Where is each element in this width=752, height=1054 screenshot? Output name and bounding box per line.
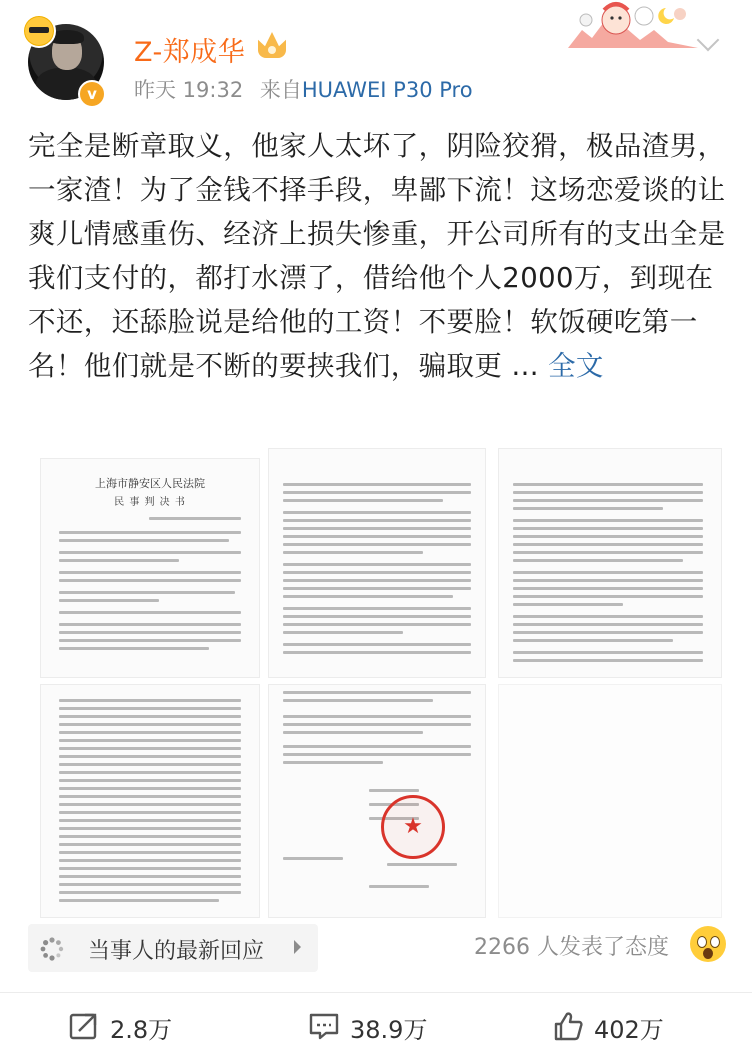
attitude-count[interactable]: 2266 人发表了态度 [474, 935, 669, 960]
like-count: 402万 [594, 1016, 664, 1044]
post-header [0, 0, 752, 118]
chevron-down-icon[interactable] [697, 29, 720, 52]
document-image-6[interactable] [498, 684, 722, 918]
username[interactable]: Z-郑成华 [134, 37, 246, 68]
court-seal-icon: ★ [381, 795, 445, 859]
document-image-5[interactable] [268, 684, 486, 918]
post-images [28, 446, 724, 918]
device-link[interactable]: HUAWEI P30 Pro [301, 78, 473, 102]
document-image-1[interactable] [40, 458, 260, 678]
comment-button[interactable] [308, 1004, 458, 1048]
comment-icon [308, 1010, 340, 1042]
sunglasses-sun-badge-icon [22, 14, 56, 48]
post-text [28, 124, 728, 388]
source-prefix: 来自 [259, 78, 302, 102]
post-body: 完全是断章取义，他家人太坏了，阴险狡猾，极品渣男，一家渣！为了金钱不择手段，卑鄙下流！这场恋爱谈的让爽儿情感重伤、经济上损失惨重，开公司所有的支出全是我们支付的，都打水漂了，借给他个人2000万，到现在不还，还舔脸说是给他的工资！不要脸！软饭硬吃第一名！他们就是不断的要挟我们，骗取更 ... [28, 130, 726, 382]
comment-count: 38.9万 [350, 1016, 428, 1044]
post-time: 昨天 19:32 [134, 78, 244, 102]
court-name: 上海市静安区人民法院 [95, 477, 205, 490]
latest-response-label: 当事人的最新回应 [88, 939, 265, 964]
document-image-4[interactable] [40, 684, 260, 918]
document-image-2[interactable] [268, 448, 486, 678]
repost-count: 2.8万 [110, 1016, 173, 1044]
loading-dots-icon [40, 937, 64, 961]
thumbs-up-icon [552, 1010, 584, 1042]
divider [0, 992, 752, 993]
surprised-emoji-icon[interactable] [690, 926, 726, 962]
repost-button[interactable] [68, 1004, 208, 1048]
latest-response-bar[interactable] [28, 924, 318, 972]
document-type: 民 事 判 决 书 [114, 497, 186, 508]
like-button[interactable] [552, 1004, 692, 1048]
chevron-right-icon [294, 940, 301, 954]
document-image-3[interactable] [498, 448, 722, 678]
repost-icon [68, 1010, 100, 1042]
read-more-link[interactable]: 全文 [548, 350, 604, 382]
crown-icon [258, 32, 286, 58]
post-meta [134, 74, 473, 104]
decoration-cartoon-icon [568, 0, 698, 50]
verified-badge-icon: v [78, 80, 106, 108]
